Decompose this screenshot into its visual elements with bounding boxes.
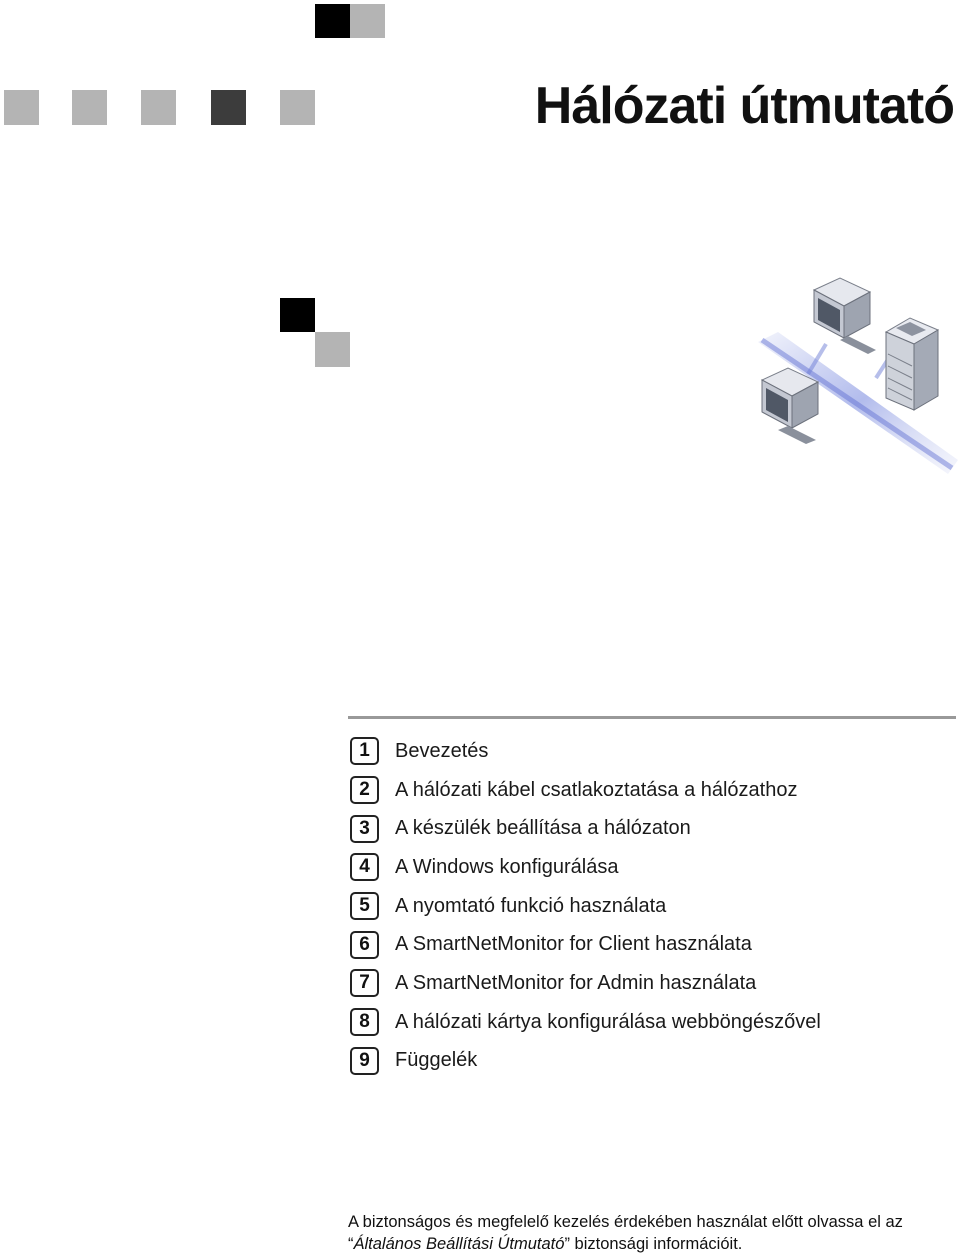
decor-square xyxy=(280,298,315,332)
toc-item[interactable] xyxy=(350,848,821,887)
toc-item[interactable] xyxy=(350,732,821,771)
safety-note xyxy=(348,1211,948,1255)
toc-item[interactable] xyxy=(350,1042,821,1081)
chapter-title: A Windows konfigurálása xyxy=(395,855,619,878)
decor-square xyxy=(350,4,385,38)
chapter-title: A SmartNetMonitor for Admin használata xyxy=(395,971,757,994)
decor-square xyxy=(280,90,315,125)
chapter-number-badge: 3 xyxy=(350,815,379,843)
computer-icon xyxy=(762,368,818,444)
chapter-title: Függelék xyxy=(395,1049,478,1072)
chapter-number-badge: 1 xyxy=(350,737,379,765)
chapter-title: A készülék beállítása a hálózaton xyxy=(395,817,691,840)
decor-square xyxy=(315,332,350,367)
toc-item[interactable] xyxy=(350,964,821,1003)
toc-item[interactable] xyxy=(350,887,821,926)
decor-square xyxy=(72,90,107,125)
chapter-title: A hálózati kártya konfigurálása webböngészővel xyxy=(395,1010,821,1033)
decor-square xyxy=(211,90,246,125)
decor-square xyxy=(315,4,350,38)
computer-icon xyxy=(814,278,876,354)
chapter-number-badge: 9 xyxy=(350,1047,379,1075)
chapter-number-badge: 8 xyxy=(350,1008,379,1036)
chapter-number-badge: 4 xyxy=(350,853,379,881)
decor-square xyxy=(141,90,176,125)
chapter-title: Bevezetés xyxy=(395,739,489,762)
toc-item[interactable] xyxy=(350,809,821,848)
chapter-title: A SmartNetMonitor for Client használata xyxy=(395,933,752,956)
chapter-number-badge: 5 xyxy=(350,892,379,920)
chapter-title: A nyomtató funkció használata xyxy=(395,894,667,917)
safety-note-text: ” biztonsági információit. xyxy=(564,1234,743,1253)
network-illustration xyxy=(748,270,958,480)
manual-title: Általános Beállítási Útmutató xyxy=(353,1234,565,1253)
toc-divider xyxy=(348,716,956,719)
chapter-number-badge: 7 xyxy=(350,969,379,997)
decor-square xyxy=(4,90,39,125)
chapter-title: A hálózati kábel csatlakoztatása a hálózathoz xyxy=(395,778,798,801)
chapter-number-badge: 6 xyxy=(350,931,379,959)
toc-item[interactable] xyxy=(350,1003,821,1042)
page-title: Hálózati útmutató xyxy=(534,77,954,135)
toc-item[interactable] xyxy=(350,925,821,964)
printer-icon xyxy=(886,318,938,410)
table-of-contents xyxy=(350,732,821,1080)
chapter-number-badge: 2 xyxy=(350,776,379,804)
toc-item[interactable] xyxy=(350,771,821,810)
safety-note-text: A biztonságos és megfelelő kezelés érdekében használat előtt olvassa el az “ xyxy=(348,1212,903,1253)
